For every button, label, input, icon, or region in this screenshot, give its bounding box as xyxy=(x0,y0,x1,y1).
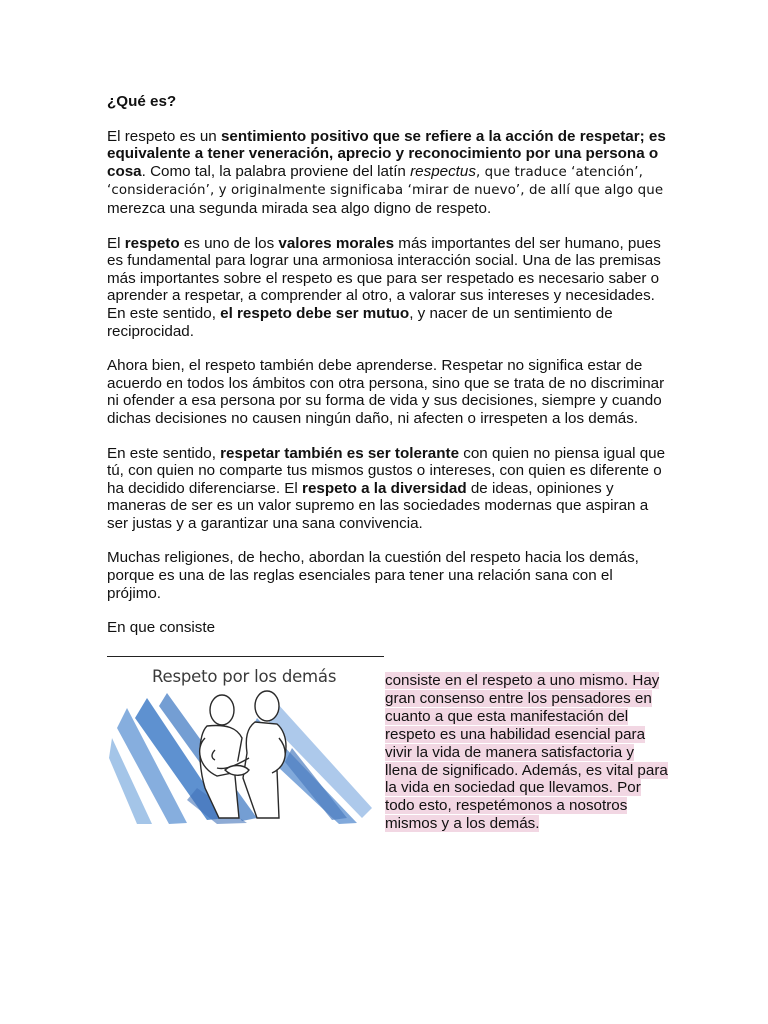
highlighted-text: consiste en el respeto a uno mismo. Hay gran consenso entre los pensadores en cuanto a que esta manifestación del respeto es una habilidad esencial para vivir la vida de manera satisfactoria y llena de significado. Además, es vital para la vida en sociedad que llevamos. Por todo esto, respetémonos a nosotros mismos y a los demás. xyxy=(385,672,668,833)
paragraph-definition xyxy=(107,128,667,218)
section-heading: ¿Qué es? xyxy=(107,93,177,110)
paragraph-religions: Muchas religiones, de hecho, abordan la cuestión del respeto hacia los demás, porque es una de las reglas esenciales para tener una relación sana con el prójimo. xyxy=(107,549,639,602)
p4-bold-1: respetar también es ser tolerante xyxy=(220,444,460,462)
p1-text-4: merezca una segunda mirada sea algo digno de respeto. xyxy=(107,199,492,217)
paragraph-moral-values xyxy=(107,235,667,341)
p2-text-3: más importantes del ser humano, pues es fundamental para lograr una armoniosa interacción social. Una de las premisas más importantes sobre el respeto es que para ser respetado es necesario saber o aprender a respetar, a comprender al otro, a valorar sus intereses y necesidades. En este sentido, xyxy=(107,234,661,322)
p1-bold-1: sentimiento positivo que se refiere a la acción de respetar; es equivalente a tener veneración, aprecio y reconocimiento por una persona o cosa xyxy=(107,127,666,180)
p1-italic-latin: respectus xyxy=(410,162,476,180)
paragraph-tolerance xyxy=(107,445,667,533)
p2-text-4: , y nacer de un sentimiento de reciprocidad. xyxy=(107,304,613,340)
highlighted-paragraph xyxy=(385,672,670,833)
p4-text-3: de ideas, opiniones y maneras de ser es un valor supremo en las sociedades modernas que aspiran a ser justas y a garantizar una sana convivencia. xyxy=(107,479,649,532)
p1-text-3: , que traduce ‘atención’, ‘consideración’, y originalmente significaba ‘mirar de nuevo’, de allí que algo que xyxy=(107,164,664,199)
p4-text-1: En este sentido, xyxy=(107,444,221,462)
p2-bold-3: el respeto debe ser mutuo xyxy=(220,304,410,322)
p4-text-2: con quien no piensa igual que tú, con quien no comparte tus mismos gustos o intereses, con quien es diferente o ha decidido diferenciarse. El xyxy=(107,444,666,497)
p2-bold-1: respeto xyxy=(124,234,180,252)
consist-heading: En que consiste xyxy=(107,619,216,637)
p2-text-1: El xyxy=(107,234,125,252)
p1-text-1: El respeto es un xyxy=(107,127,221,145)
paragraph-learning: Ahora bien, el respeto también debe aprenderse. Respetar no significa estar de acuerdo en todos los ámbitos con otra persona, sino que se trata de no discriminar ni ofender a esa persona por su forma de vida y sus decisiones, siempre y cuando dichas decisiones no causen ningún daño, ni afecten o irrespeten a los demás. xyxy=(107,357,665,427)
figure-title: Respeto por los demás xyxy=(152,667,337,686)
brush-strokes xyxy=(109,693,372,824)
p1-text-2: . Como tal, la palabra proviene del latín xyxy=(141,162,411,180)
document-page xyxy=(107,93,667,637)
p4-bold-2: respeto a la diversidad xyxy=(302,479,467,497)
p2-text-2: es uno de los xyxy=(179,234,279,252)
p2-bold-2: valores morales xyxy=(278,234,395,252)
figure-row xyxy=(107,656,697,836)
respect-illustration xyxy=(107,656,384,827)
